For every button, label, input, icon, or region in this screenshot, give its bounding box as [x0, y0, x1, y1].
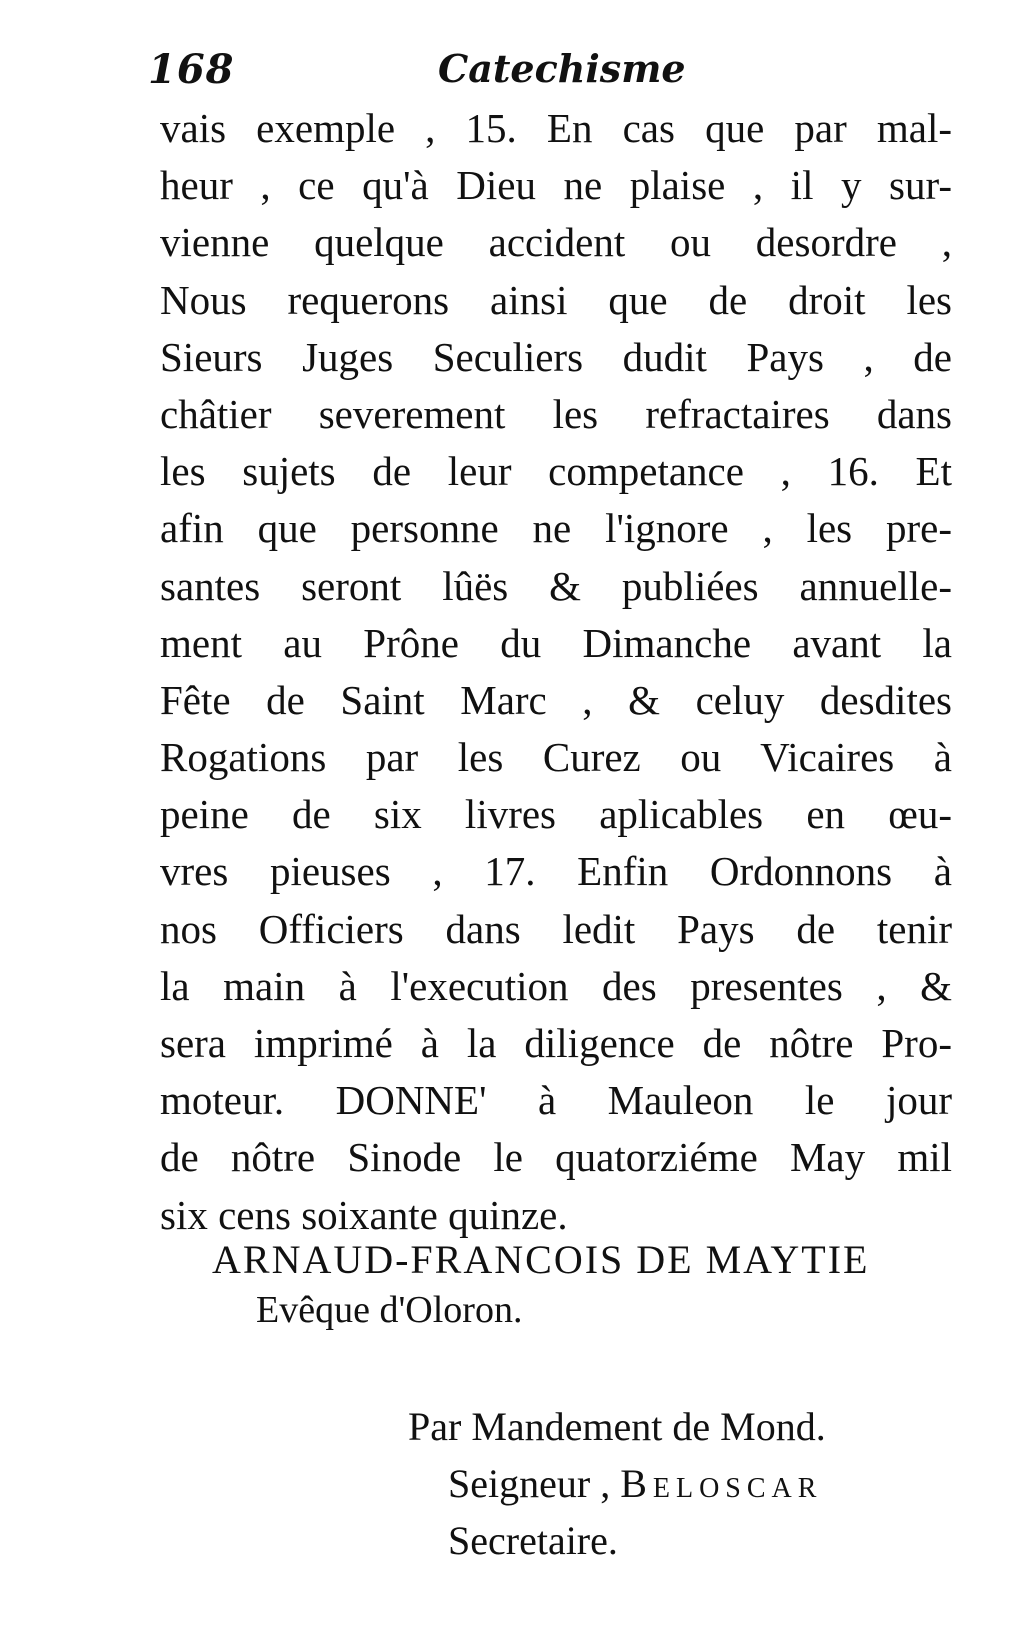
- text-line: nos Officiers dans ledit Pays de tenir: [160, 905, 952, 952]
- mandate-seigneur: Seigneur ,: [448, 1461, 611, 1506]
- text-line: la main à l'execution des presentes , &: [160, 962, 952, 1009]
- signature-block: [212, 1235, 952, 1335]
- text-line: santes seront lûës & publiées annuelle-: [160, 562, 952, 609]
- text-line: heur , ce qu'à Dieu ne plaise , il y sur-: [160, 162, 952, 209]
- text-line: Sieurs Juges Seculiers dudit Pays , de: [160, 333, 952, 380]
- text-line: Fête de Saint Marc , & celuy desdites: [160, 676, 952, 723]
- page-number: 168: [148, 46, 235, 93]
- running-title: Catechisme: [438, 46, 686, 91]
- secretary-name: Beloscar: [620, 1461, 823, 1506]
- text-line: Nous requerons ainsi que de droit les: [160, 276, 952, 323]
- text-line: vais exemple , 15. En cas que par mal-: [160, 105, 952, 151]
- text-line: vienne quelque accident ou desordre ,: [160, 219, 952, 266]
- mandate-line-3: Secretaire.: [448, 1518, 618, 1563]
- signer-name: ARNAUD-FRANCOIS DE MAYTIE: [212, 1237, 870, 1282]
- mandate-line-1: Par Mandement de Mond.: [408, 1404, 826, 1449]
- running-head: [148, 46, 686, 96]
- text-line-last: six cens soixante quinze.: [160, 1191, 568, 1238]
- signer-title: Evêque d'Oloron.: [256, 1289, 523, 1331]
- text-line: peine de six livres aplicables en œu-: [160, 791, 952, 838]
- mandate-line-2: [448, 1455, 958, 1512]
- body-text: [160, 100, 952, 1244]
- text-line: châtier severement les refractaires dans: [160, 390, 952, 437]
- text-line: afin que personne ne l'ignore , les pre-: [160, 505, 952, 552]
- mandate-block: [408, 1398, 958, 1569]
- text-line: de nôtre Sinode le quatorziéme May mil: [160, 1134, 952, 1181]
- text-line: moteur. DONNE' à Mauleon le jour: [160, 1077, 952, 1124]
- text-line: Rogations par les Curez ou Vicaires à: [160, 734, 952, 781]
- text-line: ment au Prône du Dimanche avant la: [160, 619, 952, 666]
- text-line: vres pieuses , 17. Enfin Ordonnons à: [160, 848, 952, 895]
- text-line: les sujets de leur competance , 16. Et: [160, 448, 952, 495]
- text-line: sera imprimé à la diligence de nôtre Pro-: [160, 1020, 952, 1066]
